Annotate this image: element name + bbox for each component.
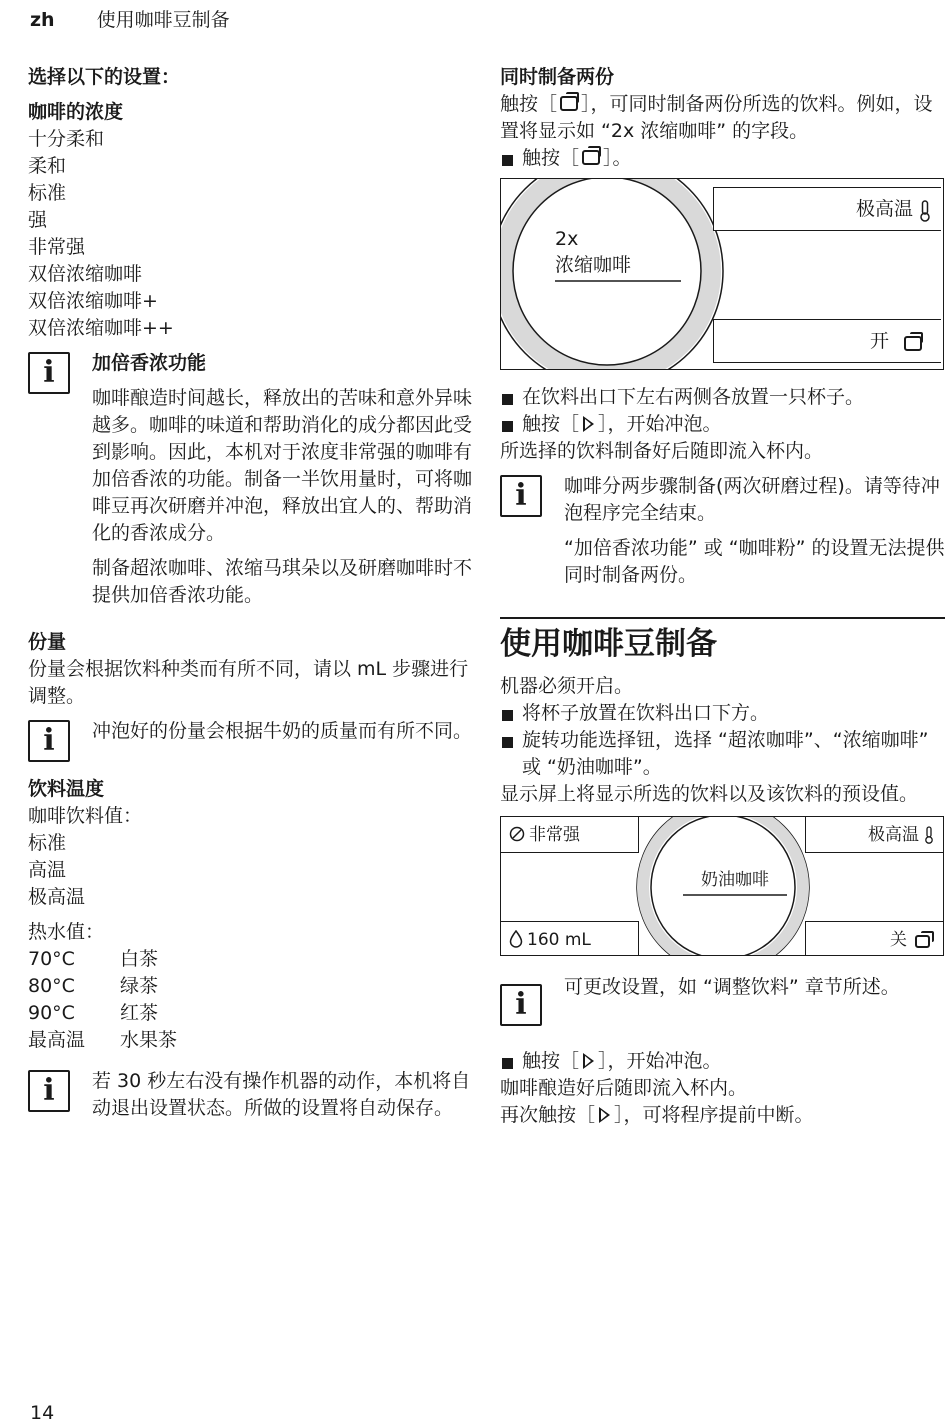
tea-type: 绿茶 xyxy=(120,975,159,997)
on-label: 开 xyxy=(869,330,889,352)
strength-item: 双倍浓缩咖啡++ xyxy=(28,317,174,339)
table-row xyxy=(28,973,473,1000)
strength-label: 非常强 xyxy=(529,825,580,845)
strength-item: 非常强 xyxy=(28,236,86,258)
table-row xyxy=(28,946,473,973)
settings-info-text: 可更改设置，如 “调整饮料” 章节所述。 xyxy=(564,976,900,998)
page-header xyxy=(30,6,230,34)
coffee-temp-item: 高温 xyxy=(28,859,67,881)
strength-heading: 咖啡的浓度 xyxy=(28,101,124,123)
temp-field[interactable] xyxy=(713,187,941,231)
aroma-info-box xyxy=(28,350,473,609)
bean-strength-icon xyxy=(509,826,525,842)
double-info-text-1: 咖啡分两步骤制备(两次研磨过程)。请等待冲泡程序完全结束。 xyxy=(564,475,940,524)
bullet-press-start xyxy=(500,411,945,438)
quantity-heading: 份量 xyxy=(28,631,67,653)
volume-label: 160 mL xyxy=(527,930,591,950)
quantity-info-text: 冲泡好的份量会根据牛奶的质量而有所不同。 xyxy=(92,720,473,742)
double-info-text-2: “加倍香浓功能” 或 “咖啡粉” 的设置无法提供同时制备两份。 xyxy=(564,537,945,586)
text-fragment: 再次触按［ xyxy=(500,1104,596,1126)
info-icon: i xyxy=(28,352,70,394)
right-column xyxy=(500,64,945,1129)
text-fragment: ］。 xyxy=(603,147,632,169)
page-number: 14 xyxy=(30,1402,55,1424)
thermometer-icon xyxy=(924,826,934,844)
water-temp: 90°C xyxy=(28,1002,75,1024)
play-icon xyxy=(583,1053,594,1069)
interrupt-text xyxy=(500,1102,945,1129)
bullet-rotate-selector: 旋转功能选择钮，选择 “超浓咖啡”、“浓缩咖啡” 或 “奶油咖啡”。 xyxy=(500,727,945,781)
strength-item: 十分柔和 xyxy=(28,128,105,150)
temp-label: 极高温 xyxy=(855,198,913,220)
strength-item: 强 xyxy=(28,209,48,231)
double-toggle-field[interactable] xyxy=(805,921,943,956)
coffee-ready-text: 咖啡酿造好后随即流入杯内。 xyxy=(500,1077,748,1099)
coffee-temp-item: 标准 xyxy=(28,832,67,854)
info-icon: i xyxy=(28,1070,70,1112)
text-fragment: ］，开始冲泡。 xyxy=(598,1050,722,1072)
coffee-temp-item: 极高温 xyxy=(28,886,86,908)
display-panel-single xyxy=(500,816,944,956)
timeout-info-box xyxy=(28,1068,473,1122)
text-fragment: ］，可同时制备两份所选的饮料。例如，设置将显示如 “2x 浓缩咖啡” 的字段。 xyxy=(500,93,933,142)
after-brew-text: 所选择的饮料制备好后随即流入杯内。 xyxy=(500,440,824,462)
aroma-paragraph-2: 制备超浓咖啡、浓缩马琪朵以及研磨咖啡时不提供加倍香浓功能。 xyxy=(92,557,473,606)
header-title: 使用咖啡豆制备 xyxy=(96,9,230,31)
display-shows-text: 显示屏上将显示所选的饮料以及该饮料的预设值。 xyxy=(500,783,919,805)
text-fragment: 触按［ xyxy=(500,93,558,115)
tea-type: 红茶 xyxy=(120,1002,159,1024)
bullet-press-start xyxy=(500,1048,945,1075)
bullet-place-cup: 将杯子放置在饮料出口下方。 xyxy=(500,700,945,727)
strength-item: 双倍浓缩咖啡+ xyxy=(28,290,158,312)
dial-line-1: 2x xyxy=(555,228,579,250)
info-icon: i xyxy=(500,984,542,1026)
double-cup-icon xyxy=(915,935,930,948)
text-fragment: 触按［ xyxy=(522,1050,580,1072)
water-temp: 80°C xyxy=(28,975,75,997)
text-fragment: 触按［ xyxy=(522,413,580,435)
left-column xyxy=(28,64,473,1122)
text-fragment: ］，可将程序提前中断。 xyxy=(614,1104,814,1126)
tea-type: 水果茶 xyxy=(120,1029,178,1051)
bullet-press-double xyxy=(500,145,945,172)
drop-icon xyxy=(509,930,523,948)
strength-item: 标准 xyxy=(28,182,67,204)
water-temp: 70°C xyxy=(28,948,75,970)
table-row xyxy=(28,1027,473,1054)
double-cup-icon xyxy=(582,150,600,165)
language-code: zh xyxy=(30,9,55,31)
double-cup-icon xyxy=(560,96,578,111)
section-title: 使用咖啡豆制备 xyxy=(500,617,945,665)
play-icon xyxy=(583,416,594,432)
temp-field[interactable] xyxy=(805,817,943,853)
off-label: 关 xyxy=(890,930,907,950)
text-fragment: ］，开始冲泡。 xyxy=(598,413,722,435)
dial-drink-name: 浓缩咖啡 xyxy=(555,254,632,276)
double-heading: 同时制备两份 xyxy=(500,66,615,88)
strength-field[interactable] xyxy=(501,817,639,853)
aroma-heading: 加倍香浓功能 xyxy=(92,352,207,374)
double-toggle-field[interactable] xyxy=(713,319,941,363)
water-temp: 最高温 xyxy=(28,1029,86,1051)
bullet-place-cups: 在饮料出口下左右两侧各放置一只杯子。 xyxy=(500,384,945,411)
settings-info-box xyxy=(500,974,945,1026)
dial-drink-name: 奶油咖啡 xyxy=(701,870,769,890)
water-temp-table xyxy=(28,946,473,1054)
thermometer-icon xyxy=(919,200,931,222)
strength-item: 柔和 xyxy=(28,155,67,177)
aroma-paragraph-1: 咖啡酿造时间越长，释放出的苦味和意外异味越多。咖啡的味道和帮助消化的成分都因此受到影响。因此，本机对于浓度非常强的咖啡有加倍香浓的功能。制备一半饮用量时，可将咖啡豆再次研磨并冲泡，释放出宜人的、帮助消化的香浓成分。 xyxy=(92,387,473,544)
select-heading: 选择以下的设置： xyxy=(28,66,181,88)
text-fragment: 触按［ xyxy=(522,147,580,169)
display-panel-double xyxy=(500,178,944,370)
info-icon: i xyxy=(28,720,70,762)
strength-item: 双倍浓缩咖啡 xyxy=(28,263,143,285)
quantity-info-box xyxy=(28,718,473,762)
water-values-label: 热水值： xyxy=(28,921,105,943)
double-paragraph xyxy=(500,91,945,145)
double-cup-icon xyxy=(904,336,922,351)
strength-list xyxy=(28,126,473,342)
table-row xyxy=(28,1000,473,1027)
machine-on-text: 机器必须开启。 xyxy=(500,675,634,697)
volume-field[interactable] xyxy=(501,921,639,956)
temp-label: 极高温 xyxy=(868,825,919,845)
play-icon xyxy=(599,1107,610,1123)
double-info-box xyxy=(500,473,945,617)
coffee-values-label: 咖啡饮料值： xyxy=(28,805,143,827)
info-icon: i xyxy=(500,475,542,517)
quantity-text: 份量会根据饮料种类而有所不同，请以 mL 步骤进行调整。 xyxy=(28,658,469,707)
temperature-heading: 饮料温度 xyxy=(28,778,105,800)
tea-type: 白茶 xyxy=(120,948,159,970)
timeout-info-text: 若 30 秒左右没有操作机器的动作，本机将自动退出设置状态。所做的设置将自动保存。 xyxy=(92,1070,471,1119)
